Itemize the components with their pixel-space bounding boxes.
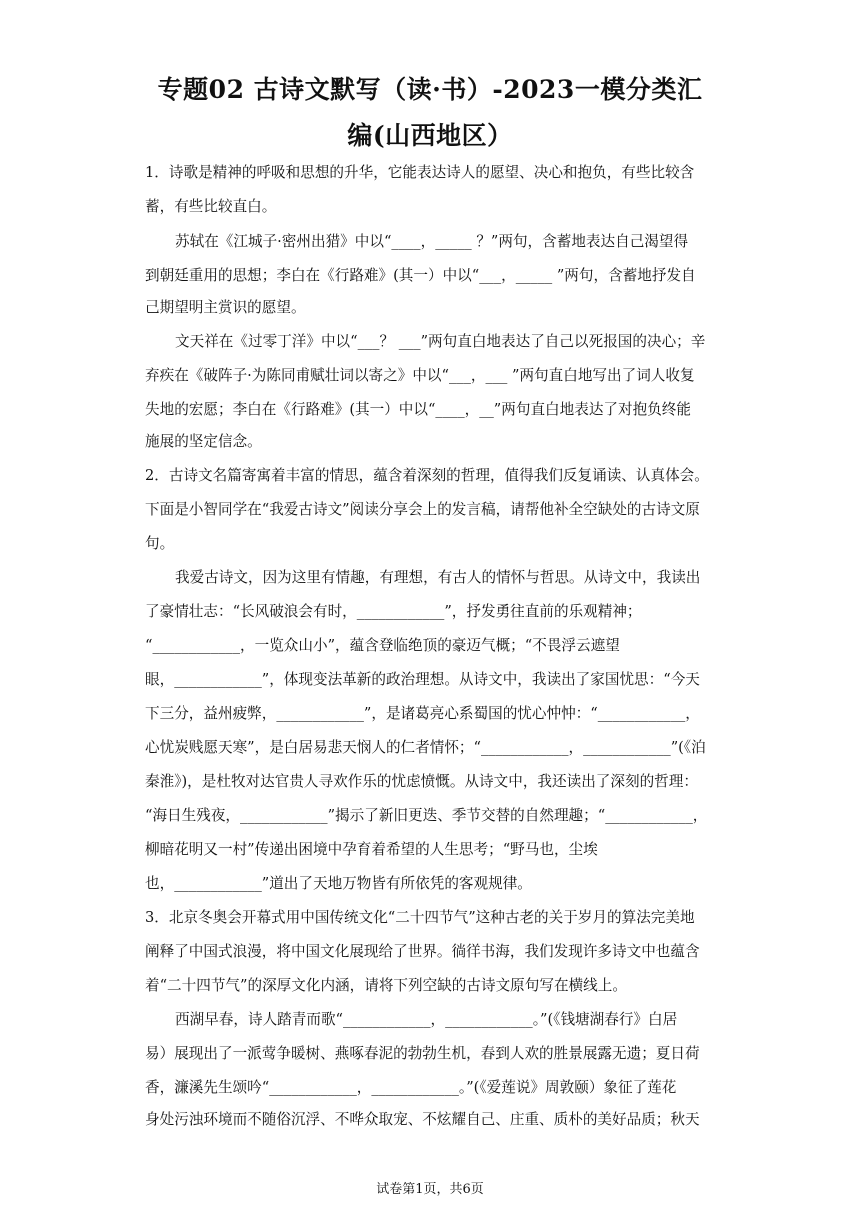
text-line: 柳暗花明又一村”传递出困境中孕育着希望的人生思考；“野马也，尘埃 bbox=[145, 841, 598, 858]
text-line: 施展的坚定信念。 bbox=[145, 433, 262, 450]
text-line: 失地的宏愿；李白在《行路难》(其一）中以“____，__”两句直白地表达了对抱负终能 bbox=[145, 401, 691, 418]
text-line: 句。 bbox=[145, 535, 175, 552]
text-line: 易）展现出了一派莺争暖树、燕啄春泥的勃勃生机，春到人欢的胜景展露无遗；夏日荷 bbox=[145, 1045, 700, 1062]
text-line: 心忧炭贱愿天寒”，是白居易悲天悯人的仁者情怀；“____________，____________”(《泊 bbox=[145, 739, 706, 756]
text-line: 文天祥在《过零丁洋》中以“___？ ___”两句直白地表达了自己以死报国的决心；辛 bbox=[175, 333, 706, 350]
text-line: 身处污浊环境而不随俗沉浮、不哗众取宠、不炫耀自己、庄重、质朴的美好品质；秋天 bbox=[145, 1111, 700, 1128]
text-line: 1．诗歌是精神的呼吸和思想的升华，它能表达诗人的愿望、决心和抱负，有些比较含 bbox=[145, 164, 695, 181]
text-line: 阐释了中国式浪漫，将中国文化展现给了世界。徜徉书海，我们发现许多诗文中也蕴含 bbox=[145, 943, 700, 960]
text-line: 眼，____________”，体现变法革新的政治理想。从诗文中，我读出了家国忧思：“今天 bbox=[145, 671, 700, 688]
text-line: 己期望明主赏识的愿望。 bbox=[145, 299, 306, 316]
text-line: 秦淮》)，是杜牧对达官贵人寻欢作乐的忧虑愤慨。从诗文中，我还读出了深刻的哲理： bbox=[145, 773, 698, 790]
text-line: 着“二十四节气”的深厚文化内涵，请将下列空缺的古诗文原句写在横线上。 bbox=[145, 977, 627, 994]
text-line: 苏轼在《江城子·密州出猎》中以“____，_____ ？”两句，含蓄地表达自己渴望得 bbox=[175, 233, 689, 250]
page-footer: 试卷第1页，共6页 bbox=[376, 1182, 484, 1197]
text-line: 香，濂溪先生颂吟“____________，____________。”(《爱莲说》周敦颐）象征了莲花 bbox=[145, 1079, 677, 1096]
text-line: 也，____________”道出了天地万物皆有所依凭的客观规律。 bbox=[145, 875, 532, 892]
text-line: “____________，一览众山小”，蕴含登临绝顶的豪迈气概；“不畏浮云遮望 bbox=[145, 637, 620, 654]
text-line: 下三分，益州疲弊，____________”，是诸葛亮心系蜀国的忧心忡忡：“____________， bbox=[145, 705, 700, 722]
text-line: 2．古诗文名篇寄寓着丰富的情思，蕴含着深刻的哲理，值得我们反复诵读、认真体会。 bbox=[145, 467, 709, 484]
text-line: 到朝廷重用的思想；李白在《行路难》(其一）中以“___，_____ ”两句，含蓄地抒发自 bbox=[145, 267, 696, 284]
text-line: 西湖早春，诗人踏青而歌“____________，____________。”(《钱塘湖春行》白居 bbox=[175, 1011, 678, 1028]
text-line: 蓄，有些比较直白。 bbox=[145, 198, 277, 215]
page-title-line-1: 专题02 古诗文默写（读·书）-2023一模分类汇 bbox=[157, 75, 703, 104]
page-title-line-2: 编(山西地区） bbox=[347, 121, 513, 150]
text-line: 下面是小智同学在“我爱古诗文”阅读分享会上的发言稿，请帮他补全空缺处的古诗文原 bbox=[145, 501, 700, 518]
text-line: 了豪情壮志：“长风破浪会有时，____________”，抒发勇往直前的乐观精神； bbox=[145, 603, 642, 620]
text-line: 我爱古诗文，因为这里有情趣，有理想，有古人的情怀与哲思。从诗文中，我读出 bbox=[175, 569, 701, 586]
text-line: 3．北京冬奥会开幕式用中国传统文化“二十四节气”这种古老的关于岁月的算法完美地 bbox=[145, 909, 695, 926]
text-line: “海日生残夜，____________”揭示了新旧更迭、季节交替的自然理趣；“____________， bbox=[145, 807, 708, 824]
text-line: 弃疾在《破阵子·为陈同甫赋壮词以寄之》中以“___，___ ”两句直白地写出了词人收复 bbox=[145, 367, 695, 384]
